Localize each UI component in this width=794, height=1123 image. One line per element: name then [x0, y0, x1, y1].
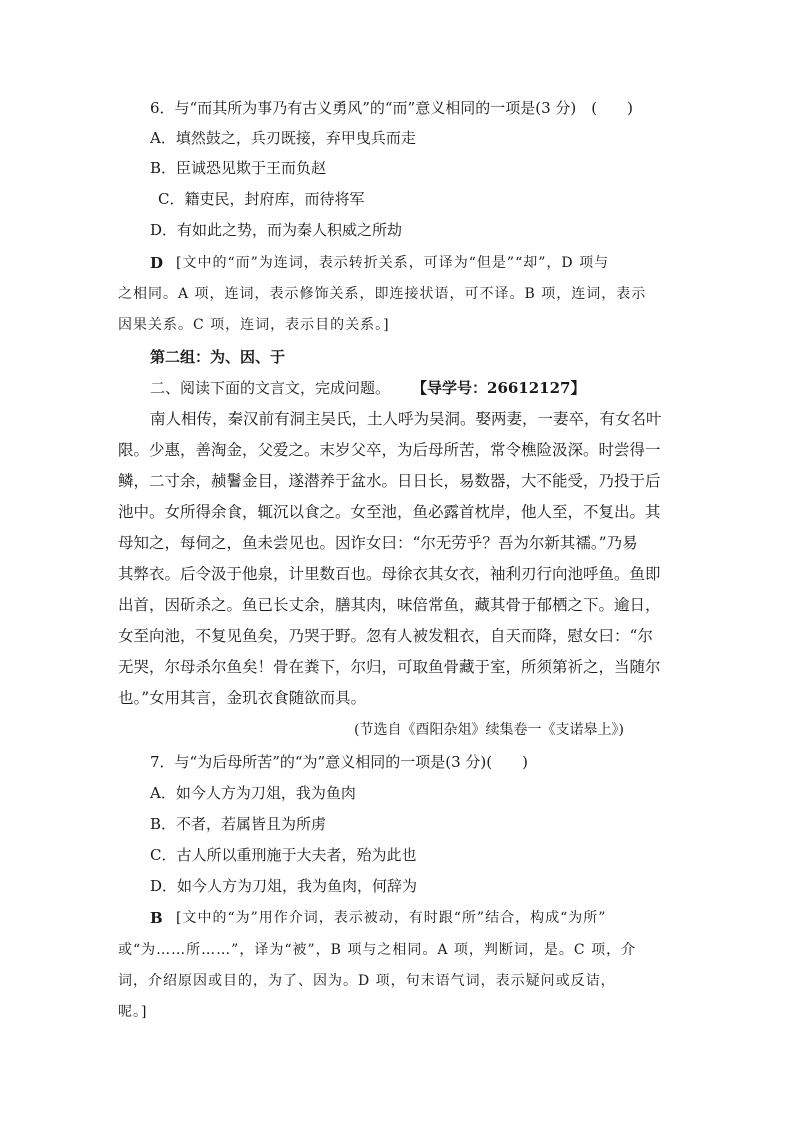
- passage-line-6: 其弊衣。后令汲于他泉，计里数百也。母徐衣其女衣，袖利刃行向池呼鱼。鱼即: [118, 565, 661, 583]
- q6-option-c: C．籍吏民，封府库，而待将军: [158, 190, 365, 208]
- passage-line-4: 池中。女所得余食，辄沉以食之。女至池，鱼必露首枕岸，他人至，不复出。其: [118, 503, 661, 521]
- q7-option-d: D．如今人方为刀俎，我为鱼肉，何辞为: [150, 877, 418, 895]
- section-heading: 二、阅读下面的文言文，完成问题。: [150, 379, 391, 397]
- guide-number: 【导学号：26612127】: [412, 379, 586, 397]
- passage-line-1: 南人相传，秦汉前有洞主吴氏，土人呼为吴洞。娶两妻，一妻卒，有女名叶: [150, 410, 662, 428]
- passage-line-10: 也。”女用其言，金玑衣食随欲而具。: [118, 689, 367, 707]
- passage-line-9: 无哭，尔母杀尔鱼矣！骨在粪下，尔归，可取鱼骨藏于室，所须第祈之，当随尔: [118, 658, 661, 676]
- q7-explanation-line-4: 呢。]: [118, 1004, 148, 1020]
- q6-stem: 6．与“而其所为事乃有古义勇风”的“而”意义相同的一项是(3 分) ( ): [150, 99, 633, 117]
- q7-stem: 7．与“为后母所苦”的“为”意义相同的一项是(3 分)( ): [150, 753, 528, 771]
- q7-explanation-line-3: 词，介绍原因或目的，为了、因为。D 项，句末语气词，表示疑问或反诘，: [118, 973, 616, 989]
- q7-answer: B: [150, 909, 163, 927]
- passage-line-5: 母知之，每伺之，鱼未尝见也。因诈女曰：“尔无劳乎？吾为尔新其襦。”乃易: [118, 534, 638, 552]
- q6-explanation-line-2: 之相同。A 项，连词，表示修饰关系，即连接状语，可不译。B 项，连词，表示: [118, 286, 647, 302]
- passage-line-7: 出首，因斫杀之。鱼已长丈余，膳其肉，味倍常鱼，藏其骨于郁栖之下。逾日，: [118, 596, 661, 614]
- q7-explanation-line-2: 或“为……所……”，译为“被”，B 项与之相同。A 项，判断词，是。C 项，介: [118, 942, 637, 958]
- q6-answer: D: [150, 254, 164, 272]
- passage-source: (节选自《酉阳杂俎》续集卷一《支诺皋上》): [354, 722, 624, 738]
- group-title: 第二组：为、因、于: [150, 348, 286, 366]
- q7-explanation-line-1: [文中的“为”用作介词，表示被动，有时跟“所”结合，构成“为所”: [176, 910, 607, 926]
- q7-option-c: C．古人所以重刑施于大夫者，殆为此也: [150, 846, 417, 864]
- passage-line-3: 鳞，二寸余，赪鬐金目，遂潜养于盆水。日日长，易数器，大不能受，乃投于后: [118, 472, 661, 490]
- q6-option-a: A．填然鼓之，兵刃既接，弃甲曳兵而走: [150, 129, 416, 147]
- q7-option-a: A．如今人方为刀俎，我为鱼肉: [150, 784, 356, 802]
- q6-option-d: D．有如此之势，而为秦人积威之所劫: [150, 221, 403, 239]
- passage-line-8: 女至向池，不复见鱼矣，乃哭于野。忽有人被发粗衣，自天而降，慰女曰：“尔: [118, 627, 653, 645]
- q7-option-b: B．不者，若属皆且为所虏: [150, 815, 327, 833]
- passage-line-2: 限。少惠，善淘金，父爱之。末岁父卒，为后母所苦，常令樵险汲深。时尝得一: [118, 441, 661, 459]
- q6-option-b: B．臣诚恐见欺于王而负赵: [150, 159, 327, 177]
- q6-explanation-line-1: [文中的“而”为连词，表示转折关系，可译为“但是”“却”，D 项与: [176, 255, 610, 271]
- q6-explanation-line-3: 因果关系。C 项，连词，表示目的关系。]: [118, 317, 390, 333]
